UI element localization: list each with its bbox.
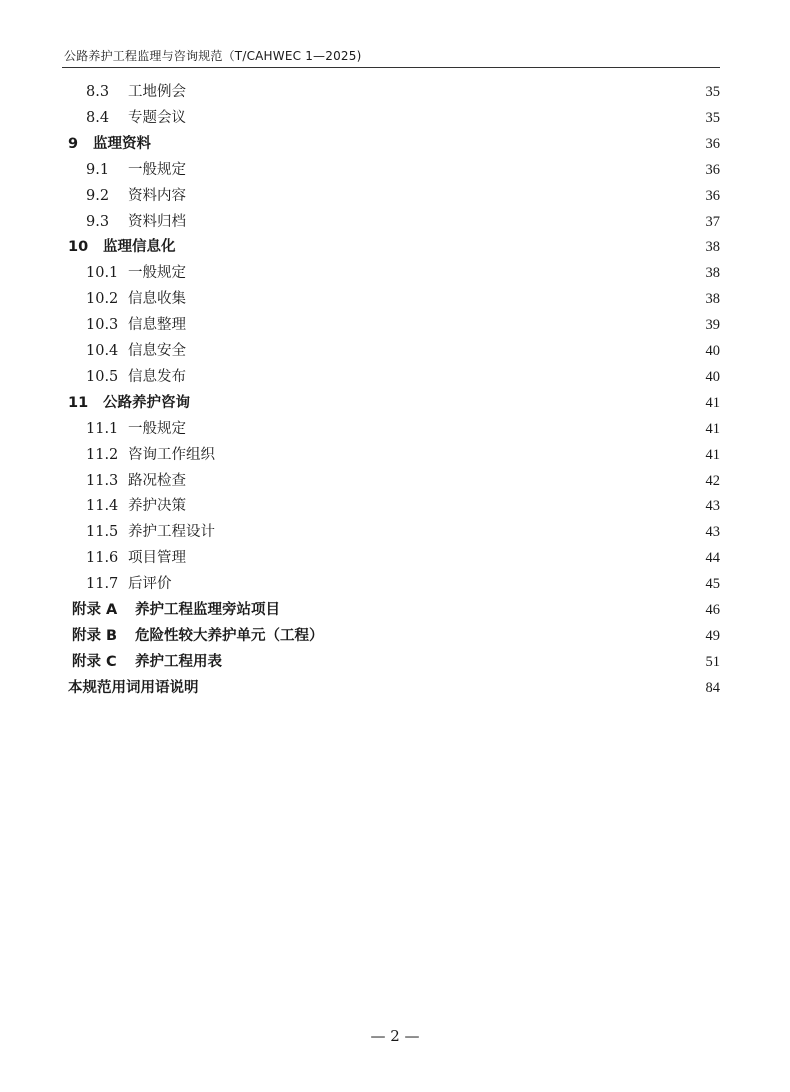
toc-entry-page: 38	[690, 236, 720, 258]
toc-entry[interactable]	[0, 573, 790, 595]
toc-entry-number: 10.1	[86, 265, 119, 282]
toc-entry-title: 后评价	[128, 573, 174, 595]
toc-entry-title: 路况检查	[128, 470, 188, 492]
dot-leader	[228, 651, 694, 673]
dot-leader	[192, 366, 694, 388]
dot-leader	[192, 547, 694, 569]
toc-entry-page: 35	[690, 107, 720, 129]
toc-entry-title: 监理资料	[93, 133, 153, 155]
toc-entry-title: 咨询工作组织	[128, 444, 217, 466]
dot-leader	[205, 677, 694, 699]
toc-entry[interactable]	[0, 340, 790, 362]
toc-entry-title: 一般规定	[128, 159, 188, 181]
toc-entry-title: 一般规定	[128, 262, 188, 284]
toc-entry[interactable]	[0, 392, 790, 414]
toc-entry-number: 附录 C	[72, 653, 117, 670]
toc-entry-number: 11	[68, 394, 89, 411]
toc-entry-number: 8.3	[86, 84, 110, 100]
toc-entry-title: 项目管理	[128, 547, 188, 569]
dot-leader	[192, 470, 694, 492]
toc-entry-page: 40	[690, 340, 720, 362]
dot-leader	[192, 81, 694, 103]
toc-entry-page: 41	[690, 418, 720, 440]
dot-leader	[157, 133, 694, 155]
toc-entry-title: 养护决策	[128, 495, 188, 517]
toc-entry[interactable]	[0, 677, 790, 699]
toc-entry-number: 10.2	[86, 291, 119, 308]
toc-entry-title: 养护工程用表	[135, 651, 224, 673]
toc-entry-number: 10.4	[86, 343, 119, 359]
running-header: 公路养护工程监理与咨询规范（T/CAHWEC 1—2025)	[64, 49, 362, 63]
toc-entry-title: 工地例会	[128, 81, 188, 103]
toc-entry-page: 49	[690, 625, 720, 647]
header-divider	[62, 67, 720, 68]
toc-entry-title: 资料归档	[128, 211, 188, 233]
toc-entry-page: 35	[690, 81, 720, 103]
toc-entry-page: 37	[690, 211, 720, 233]
toc-entry-page: 43	[690, 521, 720, 543]
toc-entry-title: 公路养护咨询	[103, 392, 192, 414]
toc-entry-page: 41	[690, 444, 720, 466]
toc-entry-number: 10.3	[86, 317, 119, 334]
toc-entry-title: 专题会议	[128, 107, 188, 129]
toc-entry-page: 36	[690, 185, 720, 207]
dot-leader	[192, 211, 694, 233]
toc-entry[interactable]	[0, 418, 790, 440]
toc-entry-number: 9	[68, 135, 79, 152]
dot-leader	[286, 599, 694, 621]
toc-entry[interactable]	[0, 547, 790, 569]
toc-entry-page: 51	[690, 651, 720, 673]
toc-entry-number: 10	[68, 239, 89, 256]
toc-entry-title: 本规范用词用语说明	[68, 677, 201, 699]
toc-entry-title: 危险性较大养护单元（工程）	[135, 625, 326, 647]
toc-entry-page: 43	[690, 495, 720, 517]
dot-leader	[196, 392, 694, 414]
toc-entry[interactable]	[0, 81, 790, 103]
toc-entry-title: 监理信息化	[103, 236, 178, 258]
toc-entry-number: 11.7	[86, 576, 119, 593]
toc-entry[interactable]	[0, 133, 790, 155]
toc-entry-page: 42	[690, 470, 720, 492]
toc-entry[interactable]	[0, 185, 790, 207]
toc-entry[interactable]	[0, 651, 790, 673]
toc-entry[interactable]	[0, 521, 790, 543]
toc-entry-number: 附录 A	[72, 602, 118, 618]
toc-entry[interactable]	[0, 262, 790, 284]
toc-entry[interactable]	[0, 599, 790, 621]
toc-entry-title: 信息整理	[128, 314, 188, 336]
toc-entry[interactable]	[0, 470, 790, 492]
toc-entry-number: 9.2	[86, 187, 110, 204]
toc-entry[interactable]	[0, 159, 790, 181]
toc-entry-page: 46	[690, 599, 720, 621]
dot-leader	[221, 521, 694, 543]
dot-leader	[192, 340, 694, 362]
toc-entry-page: 84	[690, 677, 720, 699]
toc-entry-page: 38	[690, 262, 720, 284]
dot-leader	[192, 159, 694, 181]
toc-entry-number: 11.4	[86, 498, 119, 515]
dot-leader	[192, 314, 694, 336]
toc-entry-number: 11.6	[86, 550, 119, 567]
toc-entry-number: 11.3	[86, 472, 119, 489]
toc-entry-page: 36	[690, 159, 720, 181]
toc-entry-number: 附录 B	[72, 627, 118, 644]
toc-entry[interactable]	[0, 625, 790, 647]
toc-entry-title: 养护工程监理旁站项目	[135, 599, 282, 621]
toc-entry-number: 9.1	[86, 161, 110, 178]
toc-entry[interactable]	[0, 314, 790, 336]
toc-entry[interactable]	[0, 366, 790, 388]
toc-entry-number: 11.5	[86, 524, 119, 541]
dot-leader	[221, 444, 694, 466]
toc-entry[interactable]	[0, 211, 790, 233]
toc-entry[interactable]	[0, 288, 790, 310]
dot-leader	[192, 418, 694, 440]
dot-leader	[178, 573, 694, 595]
toc-entry-title: 养护工程设计	[128, 521, 217, 543]
toc-entry-page: 44	[690, 547, 720, 569]
toc-entry[interactable]	[0, 107, 790, 129]
page-number: — 2 —	[370, 1027, 420, 1045]
toc-entry-page: 36	[690, 133, 720, 155]
toc-entry-number: 11.2	[86, 446, 119, 463]
toc-entry-title: 资料内容	[128, 185, 188, 207]
dot-leader	[192, 495, 694, 517]
toc-entry[interactable]	[0, 495, 790, 517]
toc-entry-page: 38	[690, 288, 720, 310]
toc-entry-page: 41	[690, 392, 720, 414]
toc-entry-page: 45	[690, 573, 720, 595]
toc-entry-page: 39	[690, 314, 720, 336]
toc-entry-number: 9.3	[86, 213, 110, 230]
toc-entry-number: 10.5	[86, 368, 119, 385]
toc-entry-number: 8.4	[86, 109, 110, 126]
toc-entry-number: 11.1	[86, 420, 119, 437]
toc-entry-title: 一般规定	[128, 418, 188, 440]
toc-entry[interactable]	[0, 236, 790, 258]
dot-leader	[192, 185, 694, 207]
toc-entry[interactable]	[0, 444, 790, 466]
dot-leader	[330, 625, 694, 647]
toc-entry-title: 信息安全	[128, 340, 188, 362]
toc-entry-title: 信息发布	[128, 366, 188, 388]
dot-leader	[192, 262, 694, 284]
toc-entry-title: 信息收集	[128, 288, 188, 310]
dot-leader	[192, 107, 694, 129]
dot-leader	[182, 236, 694, 258]
toc-entry-page: 40	[690, 366, 720, 388]
dot-leader	[192, 288, 694, 310]
